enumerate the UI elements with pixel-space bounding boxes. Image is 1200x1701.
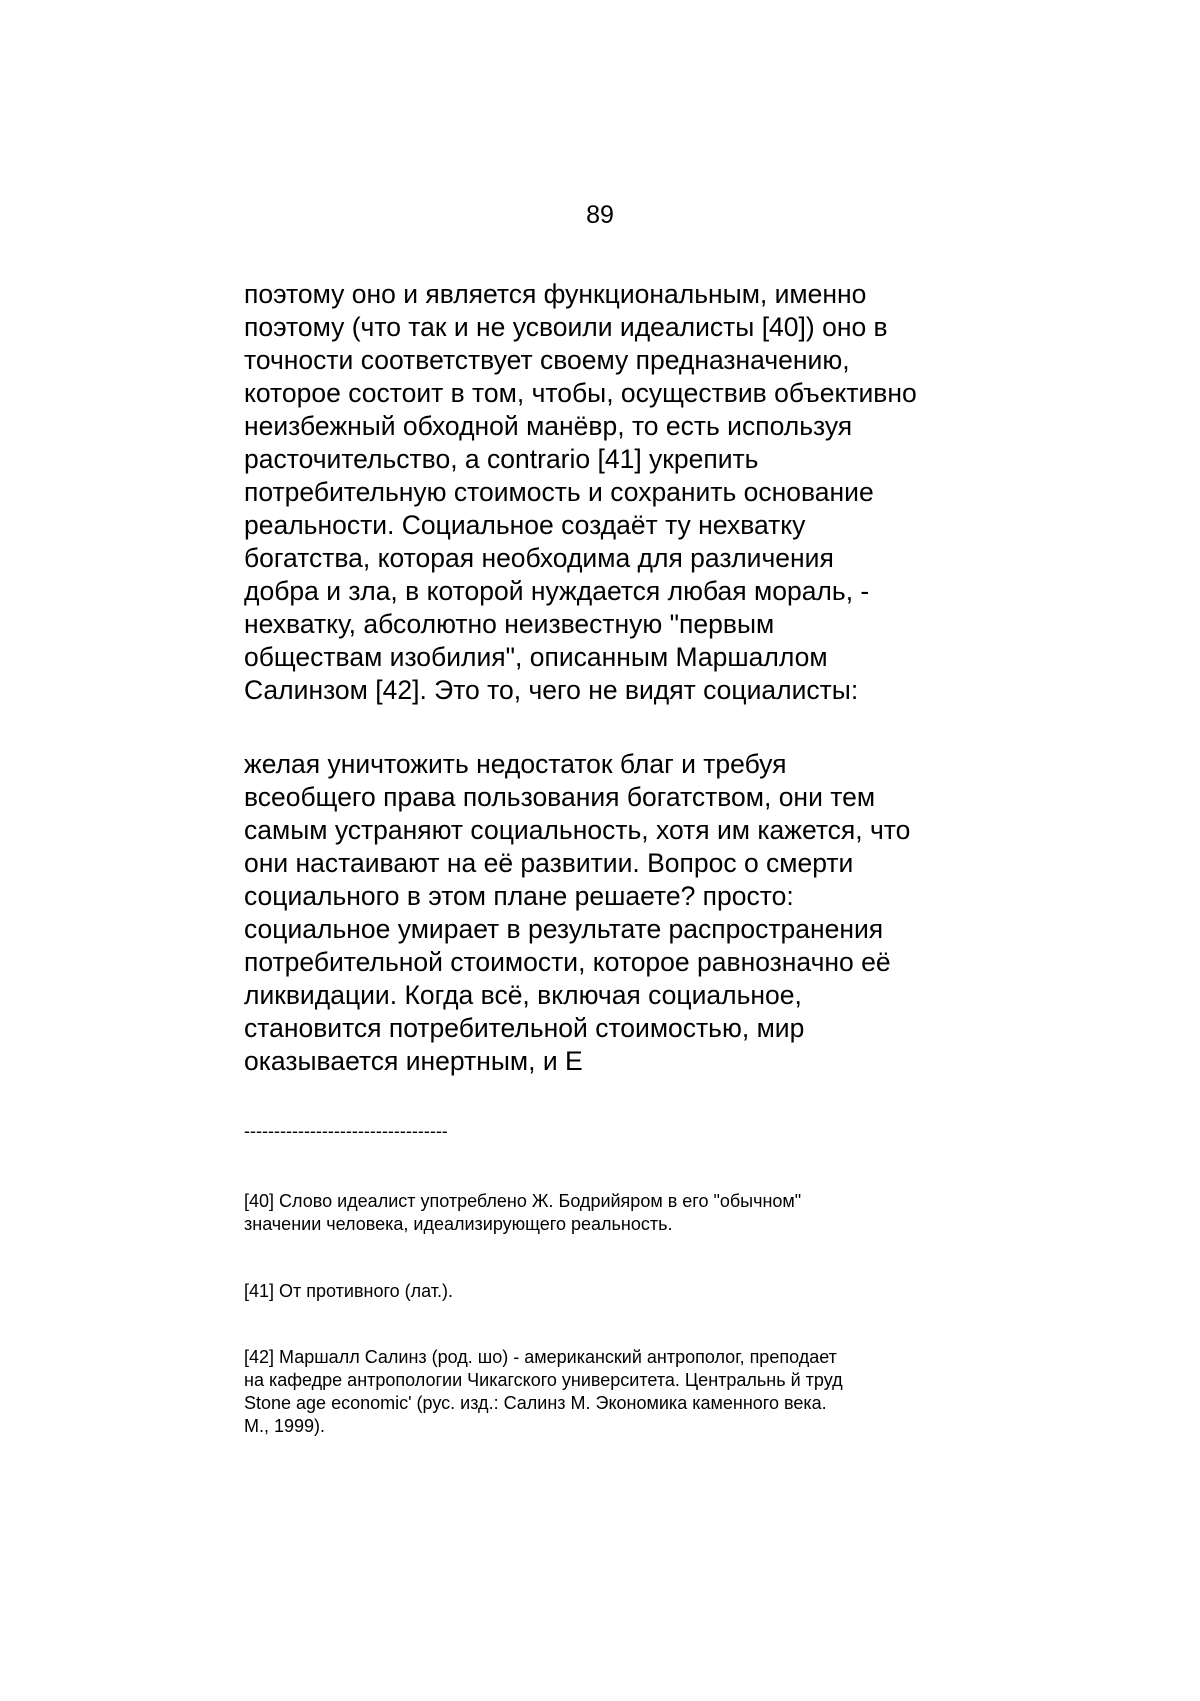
text-line: точности соответствует своему предназначению, (244, 345, 850, 375)
text-line: реальности. Социальное создаёт ту нехватку (244, 510, 806, 540)
footnote-40 (244, 1190, 1004, 1236)
text-line: поэтому (что так и не усвоили идеалисты [40]) оно в (244, 312, 888, 342)
text-line: поэтому оно и является функциональным, именно (244, 279, 867, 309)
body-paragraph-1 (244, 278, 1004, 707)
text-line: социального в этом плане решаете? просто: (244, 881, 794, 911)
text-line: самым устраняют социальность, хотя им кажется, что (244, 815, 911, 845)
footnote-42 (244, 1346, 1004, 1438)
footnote-line: [42] Маршалл Салинз (род. шо) - американский антрополог, преподает (244, 1347, 837, 1367)
footnote-line: [40] Слово идеалист употреблено Ж. Бодрийяром в его "обычном" (244, 1191, 802, 1211)
text-line: обществам изобилия", описанным Маршаллом (244, 642, 828, 672)
text-line: оказывается инертным, и Е (244, 1046, 583, 1076)
footnote-41 (244, 1280, 1004, 1303)
footnote-line: М., 1999). (244, 1416, 326, 1436)
footnote-line: на кафедре антропологии Чикагского университета. Центральнь й труд (244, 1370, 843, 1390)
footnote-line: Stone age economic' (рус. изд.: Салинз М. Экономика каменного века. (244, 1393, 827, 1413)
page-number: 89 (586, 201, 614, 229)
footnote-separator: ---------------------------------- (244, 1121, 448, 1141)
text-line: социальное умирает в результате распространения (244, 914, 884, 944)
text-line: всеобщего права пользования богатством, они тем (244, 782, 876, 812)
text-line: богатства, которая необходима для различения (244, 543, 834, 573)
footnote-line: значении человека, идеализирующего реальность. (244, 1214, 673, 1234)
text-line: они настаивают на её развитии. Вопрос о смерти (244, 848, 854, 878)
footnote-line: [41] От противного (лат.). (244, 1281, 453, 1301)
text-line: Салинзом [42]. Это то, чего не видят социалисты: (244, 675, 859, 705)
text-line: потребительную стоимость и сохранить основание (244, 477, 874, 507)
text-line: потребительной стоимости, которое равнозначно её (244, 947, 891, 977)
body-paragraph-2 (244, 748, 1004, 1078)
text-line: добра и зла, в которой нуждается любая мораль, - (244, 576, 870, 606)
text-line: расточительство, a contrario [41] укрепить (244, 444, 759, 474)
text-line: которое состоит в том, чтобы, осуществив объективно (244, 378, 917, 408)
text-line: нехватку, абсолютно неизвестную "первым (244, 609, 775, 639)
text-line: неизбежный обходной манёвр, то есть используя (244, 411, 853, 441)
text-line: желая уничтожить недостаток благ и требуя (244, 749, 787, 779)
text-line: становится потребительной стоимостью, мир (244, 1013, 805, 1043)
text-line: ликвидации. Когда всё, включая социальное, (244, 980, 802, 1010)
